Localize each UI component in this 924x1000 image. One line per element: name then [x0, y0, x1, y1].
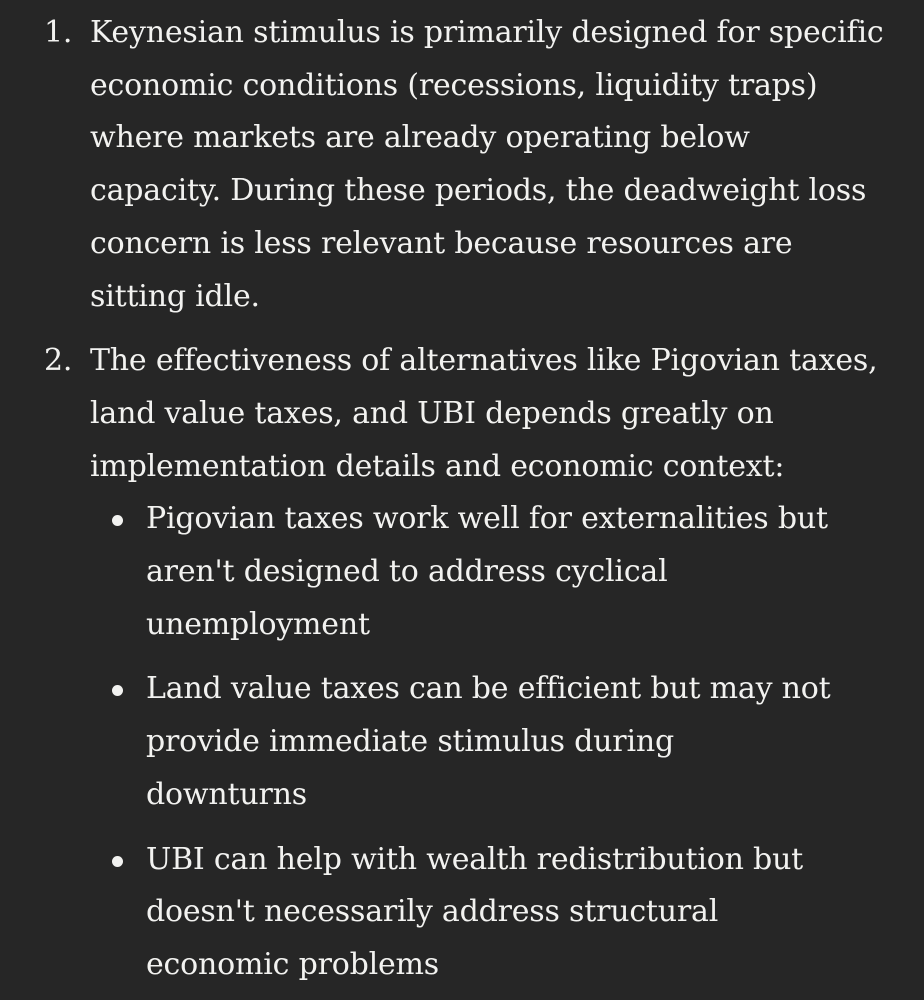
list-item [0, 7, 924, 323]
bullet-icon [112, 685, 123, 696]
numbered-list [0, 7, 924, 992]
list-item-text: The effectiveness of alternatives like Pigovian taxes, land value taxes, and UBI depends greatly on implementation details and economic context: [90, 343, 878, 484]
bullet-item-text: UBI can help with wealth redistribution but doesn't necessarily address structural economic problems [146, 841, 804, 982]
bullet-item [90, 663, 884, 821]
list-item-text: Keynesian stimulus is primarily designed for specific economic conditions (recessions, liquidity traps) where markets are already operating below capacity. During these periods, the deadweight loss concern is less relevant because resources are sitting idle. [90, 15, 884, 314]
list-item [0, 335, 924, 991]
bullet-item [90, 493, 884, 651]
bullet-item-text: Land value taxes can be efficient but may not provide immediate stimulus during downturns [146, 671, 831, 812]
bullet-item-text: Pigovian taxes work well for externalities but aren't designed to address cyclical unemployment [146, 501, 828, 642]
bullet-icon [112, 515, 123, 526]
bullet-item [90, 834, 884, 992]
list-number: 2. [44, 343, 73, 379]
bullet-list [90, 493, 884, 991]
list-number: 1. [44, 15, 73, 50]
bullet-icon [112, 856, 123, 867]
